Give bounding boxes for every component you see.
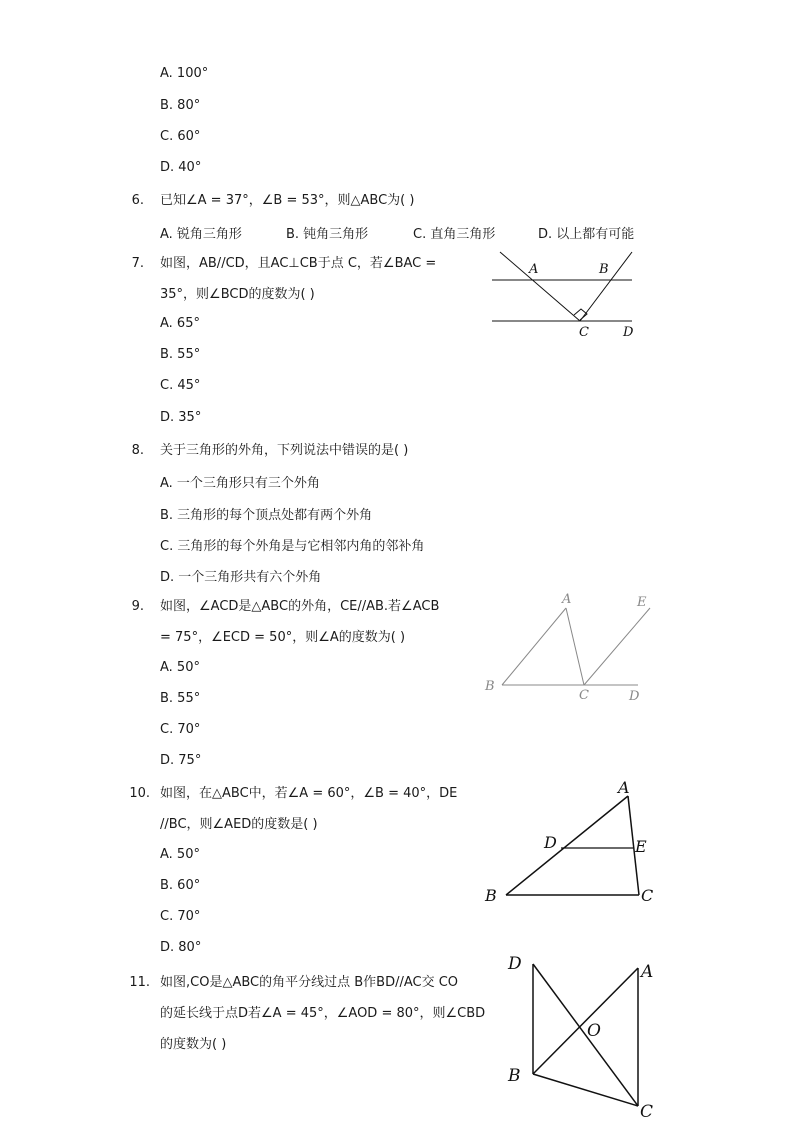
q7-option-d: D. 35° xyxy=(160,410,202,425)
q10-option-c: C. 70° xyxy=(160,909,201,924)
q9-label-a: A xyxy=(562,592,572,607)
q5-option-b: B. 80° xyxy=(160,98,201,113)
q9-stem-line-2: = 75°，∠ECD = 50°，则∠A的度数为( ) xyxy=(160,630,406,645)
q11-label-b: B xyxy=(508,1066,521,1086)
q10-label-e: E xyxy=(635,837,647,856)
q6-number: 6. xyxy=(131,193,144,208)
q10-label-c: C xyxy=(641,886,654,905)
q11-segment-ba xyxy=(533,968,638,1074)
q9-segment-ce xyxy=(584,608,650,685)
q7-option-b: B. 55° xyxy=(160,347,201,362)
q11-segment-dc xyxy=(533,964,638,1106)
q11-label-a: A xyxy=(641,962,654,982)
q9-figure xyxy=(480,588,655,708)
q9-option-c: C. 70° xyxy=(160,722,201,737)
q11-stem-line-2: 的延长线于点D若∠A = 45°，∠AOD = 80°，则∠CBD xyxy=(160,1006,486,1021)
q8-option-b: B. 三角形的每个顶点处都有两个外角 xyxy=(160,508,373,523)
q8-stem: 关于三角形的外角，下列说法中错误的是( ) xyxy=(160,443,409,458)
q10-stem-line-2: //BC，则∠AED的度数是( ) xyxy=(160,817,318,832)
q9-option-a: A. 50° xyxy=(160,660,200,675)
q6-option-b: B. 钝角三角形 xyxy=(286,227,369,242)
q7-stem-line-1: 如图，AB//CD，且AC⊥CB于点 C，若∠BAC = xyxy=(160,256,437,271)
q7-segment-ac xyxy=(500,252,580,321)
q6-option-d: D. 以上都有可能 xyxy=(538,227,635,242)
q11-stem-line-1: 如图,CO是△ABC的角平分线过点 B作BD//AC交 CO xyxy=(160,975,459,990)
q10-stem-line-1: 如图，在△ABC中，若∠A = 60°，∠B = 40°，DE xyxy=(160,786,458,801)
q10-number: 10. xyxy=(129,786,150,801)
q11-figure xyxy=(505,950,665,1120)
q7-label-c: C xyxy=(579,325,589,340)
q8-option-d: D. 一个三角形共有六个外角 xyxy=(160,570,322,585)
q9-option-b: B. 55° xyxy=(160,691,201,706)
q11-label-o: O xyxy=(587,1021,601,1041)
q7-number: 7. xyxy=(131,256,144,271)
q9-stem-line-1: 如图，∠ACD是△ABC的外角，CE//AB.若∠ACB xyxy=(160,599,440,614)
q6-stem: 已知∠A = 37°，∠B = 53°，则△ABC为( ) xyxy=(160,193,415,208)
q7-option-c: C. 45° xyxy=(160,378,201,393)
q7-option-a: A. 65° xyxy=(160,316,200,331)
q10-figure xyxy=(482,775,662,907)
q5-option-c: C. 60° xyxy=(160,129,201,144)
q9-label-c: C xyxy=(579,688,589,703)
q7-label-b: B xyxy=(599,262,609,277)
q9-option-d: D. 75° xyxy=(160,753,202,768)
q9-segment-ab xyxy=(502,608,566,685)
q9-segment-ac xyxy=(566,608,584,685)
q6-option-c: C. 直角三角形 xyxy=(413,227,496,242)
q5-option-d: D. 40° xyxy=(160,160,202,175)
q8-number: 8. xyxy=(131,443,144,458)
q10-option-a: A. 50° xyxy=(160,847,200,862)
q7-label-a: A xyxy=(529,262,539,277)
q7-label-d: D xyxy=(623,325,634,340)
q10-label-a: A xyxy=(618,778,630,797)
q7-stem-line-2: 35°，则∠BCD的度数为( ) xyxy=(160,287,315,302)
q11-label-c: C xyxy=(640,1102,654,1122)
q10-label-d: D xyxy=(544,833,557,852)
q11-number: 11. xyxy=(129,975,150,990)
q9-label-d: D xyxy=(629,689,640,704)
q9-label-b: B xyxy=(485,679,495,694)
q9-label-e: E xyxy=(637,595,647,610)
q11-segment-bc xyxy=(533,1074,638,1106)
q9-number: 9. xyxy=(131,599,144,614)
q6-option-a: A. 锐角三角形 xyxy=(160,227,242,242)
q10-option-b: B. 60° xyxy=(160,878,201,893)
q10-segment-ab xyxy=(506,796,628,895)
q8-option-a: A. 一个三角形只有三个外角 xyxy=(160,476,320,491)
q10-option-d: D. 80° xyxy=(160,940,202,955)
q11-stem-line-3: 的度数为( ) xyxy=(160,1037,227,1052)
q8-option-c: C. 三角形的每个外角是与它相邻内角的邻补角 xyxy=(160,539,425,554)
q5-option-a: A. 100° xyxy=(160,66,209,81)
q11-label-d: D xyxy=(508,954,522,974)
q10-label-b: B xyxy=(485,886,497,905)
q7-figure xyxy=(488,248,658,343)
